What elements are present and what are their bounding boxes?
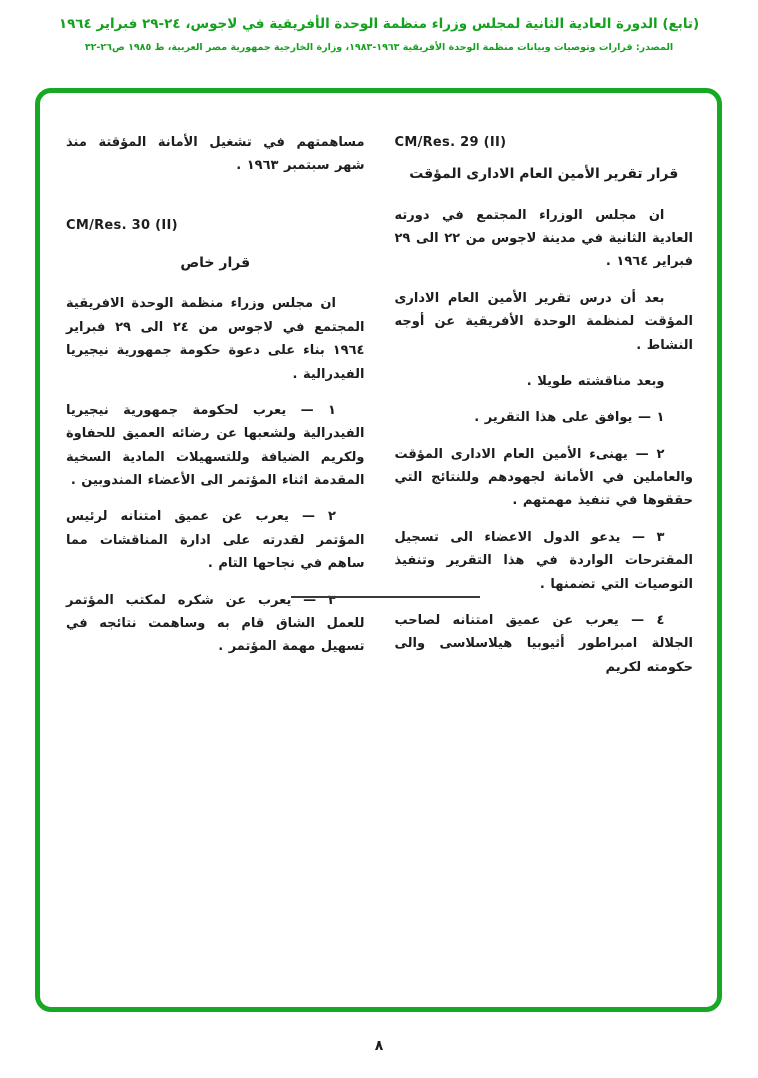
section-divider-line <box>291 596 480 598</box>
paragraph: ٢ — يهنىء الأمين العام الادارى المؤقت والعاملين في الأمانة لجهودهم وللنتائج التي حققوها في تنفيذ مهمتهم . <box>394 446 693 509</box>
paragraph: ٣ — يعرب عن شكره لمكتب المؤتمر للعمل الشاق قام به وساهمت نتائجه في تسهيل مهمة المؤتمر . <box>66 592 365 655</box>
paragraph: ان مجلس الوزراء المجتمع في دورته العادية الثانية في مدينة لاجوس من ٢٢ الى ٢٩ فبراير ١٩٦٤ . <box>394 207 693 270</box>
column-right-resolution-29 <box>395 131 694 987</box>
column-left-resolution-30 <box>66 131 365 987</box>
paragraph: ٤ — يعرب عن عميق امتنانه لصاحب الجلالة امبراطور أثيوبيا هيلاسلاسى والى حكومته لكريم <box>394 613 693 675</box>
green-border-frame <box>35 88 722 1012</box>
header-title: (تابع) الدورة العادية الثانية لمجلس وزراء منظمة الوحدة الأفريقية في لاجوس، ٢٤-٢٩ فبراير ١٩٦٤ <box>58 16 700 32</box>
two-column-layout <box>66 131 693 987</box>
paragraph: ان مجلس وزراء منظمة الوحدة الافريقية المجتمع في لاجوس من ٢٤ الى ٢٩ فبراير ١٩٦٤ بناء على دعوة حكومة جمهورية نيجيريا الفيدرالية . <box>66 296 365 382</box>
paragraph: ٣ — يدعو الدول الاعضاء الى تسجيل المقترحات الواردة في هذا التقرير وتنفيذ التوصيات التي تضمنها . <box>394 529 693 592</box>
header-source-line: المصدر: قرارات وتوصيات وبيانات منظمة الوحدة الأفريقية ١٩٦٣-١٩٨٣، وزارة الخارجية جمهورية مصر العربية، ط ١٩٨٥ ص٢٦-٣٢ <box>84 42 674 53</box>
page-number: ٨ <box>374 1038 384 1054</box>
page-header <box>0 16 758 53</box>
paragraph: ٢ — يعرب عن عميق امتنانه لرئيس المؤتمر لقدرته على ادارة المناقشات مما ساهم في نجاحها التام . <box>66 509 365 572</box>
resolution-30-label: CM/Res. 30 (II) <box>66 217 178 233</box>
resolution-29-title: قرار تقرير الأمين العام الادارى المؤقت <box>409 166 679 183</box>
resolution-30-title: قرار خاص <box>180 255 251 272</box>
paragraph: ١ — يوافق على هذا التقرير . <box>474 410 665 426</box>
paragraph: ١ — يعرب لحكومة جمهورية نيجيريا الفيدرالية ولشعبها عن رضائه العميق للحفاوة ولكريم الضيافة وللتسهيلات المادية السخية المقدمة اثناء المؤتمر الى الأعضاء المندوبين . <box>66 402 365 489</box>
paragraph: وبعد مناقشته طويلا . <box>526 373 665 389</box>
resolution-29-label: CM/Res. 29 (II) <box>394 135 507 150</box>
paragraph: بعد أن درس تقرير الأمين العام الادارى المؤقت لمنظمة الوحدة الأفريقية عن أوجه النشاط . <box>394 290 693 353</box>
continuation-paragraph: مساهمتهم في تشغيل الأمانة المؤقتة منذ شهر سبتمبر ١٩٦٣ . <box>66 135 365 174</box>
